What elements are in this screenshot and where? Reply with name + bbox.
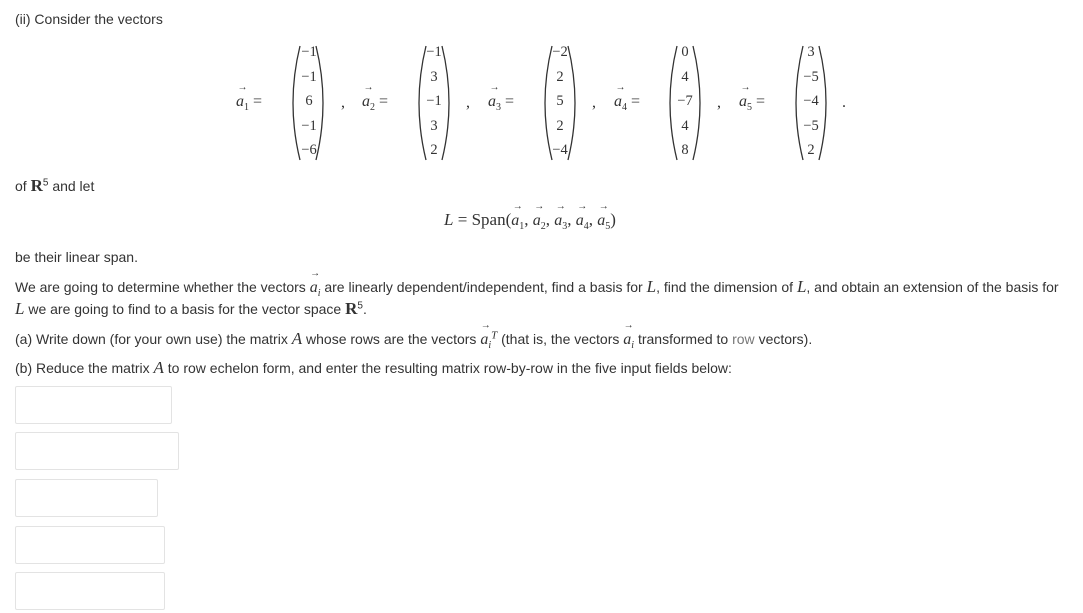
row-2-input[interactable]: [15, 432, 179, 470]
row-5-input[interactable]: [15, 572, 165, 610]
goal-line-2: L we are going to find to a basis for the vector space $R^5$.: [15, 299, 367, 318]
vector-5-label: → $a_5$ =: [739, 93, 765, 113]
row-word: row: [732, 331, 755, 347]
of-R5-and-let: of $R^5$ and let: [15, 176, 95, 195]
vector-2-label: → $a_2$ =: [362, 93, 388, 113]
part-b-text: (b) Reduce the matrix A to row echelon form, and enter the resulting matrix row-by-row in the five input fields below:: [15, 358, 732, 377]
comma: ,: [592, 94, 596, 111]
vector-4-entries: 0 4 −7 4 8: [677, 44, 693, 158]
vector-5-entries: 3 −5 −4 −5 2: [803, 44, 819, 158]
row-3-input[interactable]: [15, 479, 158, 517]
intro-text: (ii) Consider the vectors: [15, 11, 163, 27]
part-a-text: (a) Write down (for your own use) the matrix A whose rows are the vectors → $a_i^T$ (that is, the vectors → $a_i$ transformed to row vectors).: [15, 329, 812, 351]
goal-line-1: We are going to determine whether the vectors → $a_i$ are linearly dependent/independent, find a basis for L, find the dimension of L, and obtain an extension of the basis for: [15, 277, 1059, 299]
vector-4-column: [661, 44, 709, 162]
vector-2-column: [410, 44, 458, 162]
vector-3-entries: −2 2 5 2 −4: [552, 44, 568, 158]
period: .: [842, 94, 846, 111]
linear-span-text: be their linear span.: [15, 249, 138, 265]
span-formula: L = Span(→ $a_1$, → $a_2$, → $a_3$, → $a_4$, → $a_5$): [444, 210, 616, 232]
vector-4-label: → $a_4$ =: [614, 93, 640, 113]
vector-1-label: → $a_1$ =: [236, 93, 262, 113]
vector-1-entries: −1 −1 6 −1 −6: [301, 44, 317, 158]
comma: ,: [466, 94, 470, 111]
row-4-input[interactable]: [15, 526, 165, 564]
vector-3-label: → $a_3$ =: [488, 93, 514, 113]
vector-5-column: [787, 44, 835, 162]
comma: ,: [717, 94, 721, 111]
comma: ,: [341, 94, 345, 111]
vector-1-column: [284, 44, 332, 162]
vector-2-entries: −1 3 −1 3 2: [426, 44, 442, 158]
row-1-input[interactable]: [15, 386, 172, 424]
vector-3-column: [536, 44, 584, 162]
